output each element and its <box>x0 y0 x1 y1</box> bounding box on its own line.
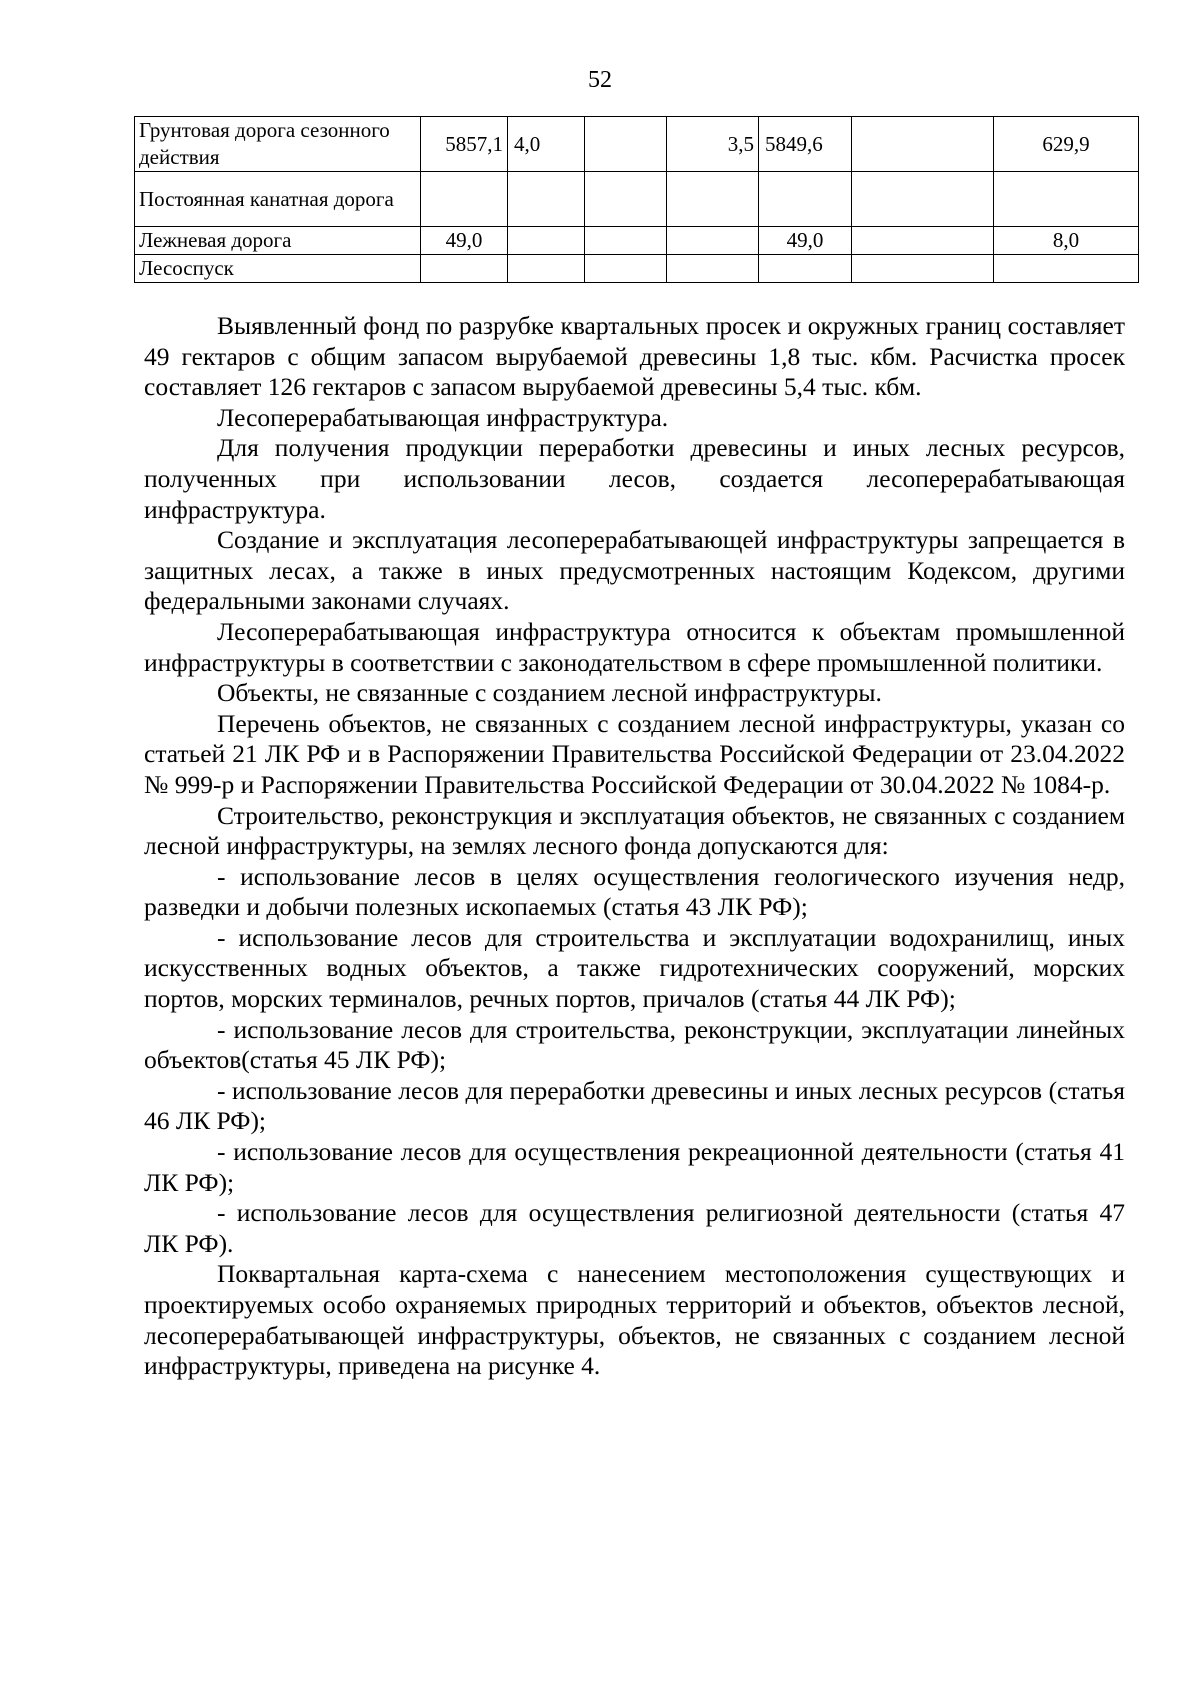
table-cell <box>508 227 585 255</box>
table-cell <box>759 172 852 227</box>
table-cell: 49,0 <box>759 227 852 255</box>
paragraph: Перечень объектов, не связанных с созданием лесной инфраструктуры, указан со статьей 21 ЛК РФ и в Распоряжении Правительства Российской Федерации от 23.04.2022 № 999-р и Распоряжении Правительства Российской Федерации от 30.04.2022 № 1084-р. <box>144 708 1125 799</box>
table-cell <box>994 172 1139 227</box>
table-cell: 49,0 <box>421 227 508 255</box>
paragraph: Строительство, реконструкция и эксплуатация объектов, не связанных с созданием лесной инфраструктуры, на землях лесного фонда допускаются для: <box>144 800 1125 861</box>
list-item: - использование лесов для строительства, реконструкции, эксплуатации линейных объектов(статья 45 ЛК РФ); <box>144 1014 1125 1075</box>
table-cell-name: Лежневая дорога <box>135 227 421 255</box>
table-row <box>135 172 1139 227</box>
body-text <box>144 311 1125 1382</box>
table-cell: 8,0 <box>994 227 1139 255</box>
section-heading: Объекты, не связанные с созданием лесной инфраструктуры. <box>217 678 882 708</box>
table-row <box>135 227 1139 255</box>
table-cell <box>852 227 994 255</box>
table-cell <box>852 172 994 227</box>
table-row <box>135 255 1139 283</box>
table-cell <box>508 255 585 283</box>
table-cell <box>585 117 667 172</box>
table-cell-name: Лесоспуск <box>135 255 421 283</box>
table-cell <box>585 255 667 283</box>
table-cell <box>508 172 585 227</box>
table-cell <box>421 255 508 283</box>
table-cell <box>667 227 759 255</box>
section-heading: Лесоперерабатывающая инфраструктура. <box>217 402 669 432</box>
table-cell <box>585 172 667 227</box>
table-cell-name: Грунтовая дорога сезонного действия <box>135 117 421 172</box>
table-cell <box>421 172 508 227</box>
table-cell: 629,9 <box>994 117 1139 172</box>
table-cell <box>852 255 994 283</box>
paragraph: Для получения продукции переработки древесины и иных лесных ресурсов, полученных при использовании лесов, создается лесоперерабатывающая инфраструктура. <box>144 433 1125 524</box>
table-cell <box>994 255 1139 283</box>
table-row <box>135 117 1139 172</box>
table-cell: 3,5 <box>667 117 759 172</box>
table-cell <box>585 227 667 255</box>
table-cell: 5857,1 <box>421 117 508 172</box>
list-item: - использование лесов в целях осуществления геологического изучения недр, разведки и добычи полезных ископаемых (статья 43 ЛК РФ); <box>144 861 1125 922</box>
paragraph: Поквартальная карта-схема с нанесением местоположения существующих и проектируемых особо охраняемых природных территорий и объектов, объектов лесной, лесоперерабатывающей инфраструктуры, объектов, не связанных с созданием лесной инфраструктуры, приведена на рисунке 4. <box>144 1259 1125 1381</box>
road-infrastructure-table <box>134 116 1139 283</box>
table-cell <box>667 172 759 227</box>
paragraph: Лесоперерабатывающая инфраструктура относится к объектам промышленной инфраструктуры в соответствии с законодательством в сфере промышленной политики. <box>144 616 1125 677</box>
table-cell: 4,0 <box>508 117 585 172</box>
page-number: 52 <box>588 67 612 93</box>
list-item: - использование лесов для строительства и эксплуатации водохранилищ, иных искусственных водных объектов, а также гидротехнических сооружений, морских портов, морских терминалов, речных портов, причалов (статья 44 ЛК РФ); <box>144 922 1125 1014</box>
list-item: - использование лесов для осуществления рекреационной деятельности (статья 41 ЛК РФ); <box>144 1137 1125 1197</box>
table-cell <box>852 117 994 172</box>
table-cell <box>759 255 852 283</box>
table-cell: 5849,6 <box>759 117 852 172</box>
list-item: - использование лесов для переработки древесины и иных лесных ресурсов (статья 46 ЛК РФ); <box>144 1075 1125 1136</box>
paragraph: Создание и эксплуатация лесоперерабатывающей инфраструктуры запрещается в защитных лесах, а также в иных предусмотренных настоящим Кодексом, другими федеральными законами случаях. <box>144 525 1125 616</box>
list-item: - использование лесов для осуществления религиозной деятельности (статья 47 ЛК РФ). <box>144 1198 1125 1258</box>
paragraph: Выявленный фонд по разрубке квартальных просек и окружных границ составляет 49 гектаров с общим запасом вырубаемой древесины 1,8 тыс. кбм. Расчистка просек составляет 126 гектаров с запасом вырубаемой древесины 5,4 тыс. кбм. <box>144 311 1125 402</box>
table-cell-name: Постоянная канатная дорога <box>135 172 421 227</box>
table-cell <box>667 255 759 283</box>
